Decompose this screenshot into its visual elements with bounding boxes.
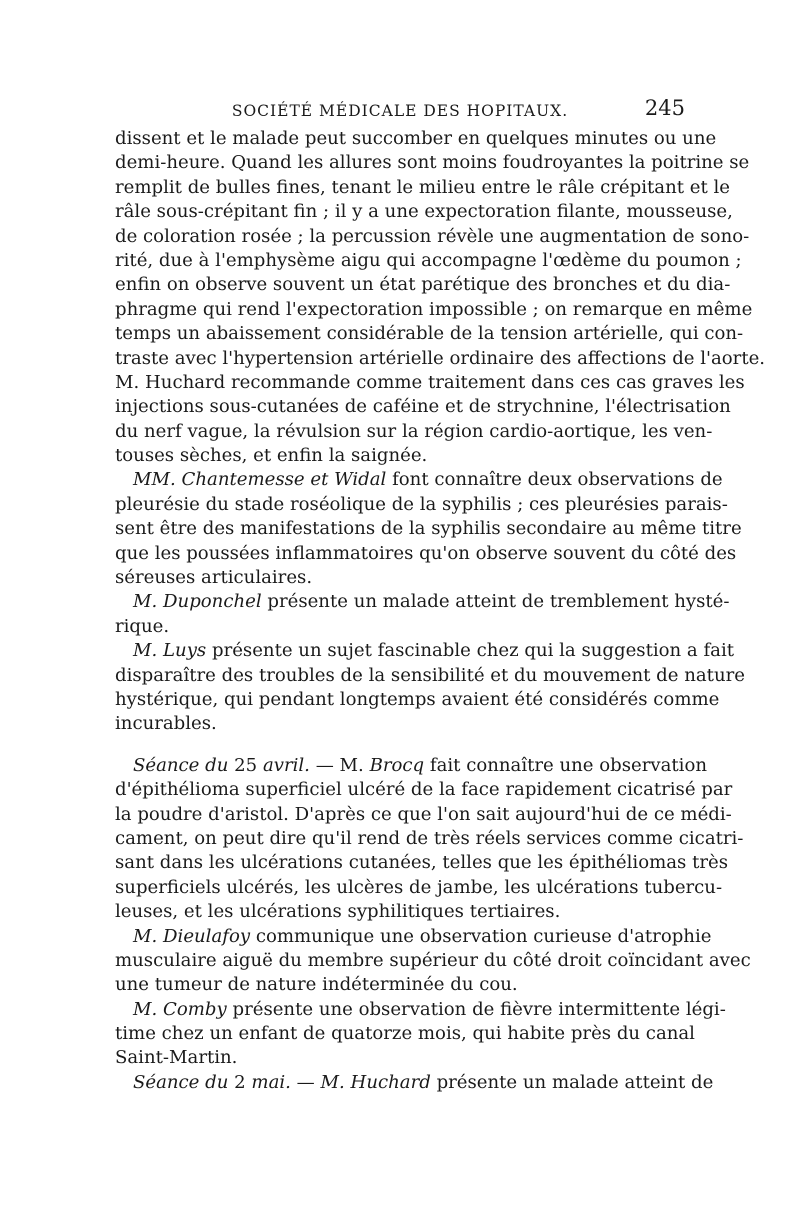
session-date: Séance du 2 mai. [133,1071,291,1093]
text-line: de coloration rosée ; la percussion révèle une augmentation de sono- [115,225,750,247]
speaker-name: M. Huchard [320,1071,431,1093]
text-line: superficiels ulcérés, les ulcères de jambe, les ulcérations tubercu- [115,876,723,898]
paragraph-duponchel [115,590,730,639]
text-line: incurables. [115,713,217,735]
running-head [115,96,685,126]
text-line: demi-heure. Quand les allures sont moins foudroyantes la poitrine se [115,152,750,174]
section-gap [115,737,685,754]
paragraph-comby [115,998,726,1071]
text-line: que les poussées inflammatoires qu'on observe souvent du côté des [115,542,737,564]
paragraph-dieulafoy [115,925,751,998]
text-line: râle sous-crépitant fin ; il y a une expectoration filante, mousseuse, [115,201,733,223]
speaker-name: M. Luys [133,640,207,662]
text-line: leuses, et les ulcérations syphilitiques tertiaires. [115,901,561,923]
text-line: time chez un enfant de quatorze mois, qui habite près du canal [115,1023,695,1045]
text-line: pleurésie du stade roséolique de la syphilis ; ces pleurésies parais- [115,493,728,515]
text-line: d'épithélioma superficiel ulcéré de la face rapidement cicatrisé par [115,779,733,801]
speaker-name: MM. Chantemesse et Widal [133,469,387,491]
text-line: enfin on observe souvent un état parétique des bronches et du dia- [115,274,731,296]
running-title: SOCIÉTÉ MÉDICALE DES HOPITAUX. [231,102,569,120]
text-line: remplit de bulles fines, tenant le milieu entre le râle crépitant et le [115,176,730,198]
paragraph-luys [115,639,745,737]
paragraph-seance-25-avril [115,754,744,925]
text-line: M. Luys présente un sujet fascinable chez qui la suggestion a fait [133,640,735,662]
text-line: traste avec l'hypertension artérielle ordinaire des affections de l'aorte. [115,347,766,369]
text-line: touses sèches, et enfin la saignée. [115,445,428,467]
session-date: Séance du 25 avril. [133,754,310,776]
text-line: injections sous-cutanées de caféine et de strychnine, l'électrisation [115,396,731,418]
text-line: phragme qui rend l'expectoration impossible ; on remarque en même [115,298,753,320]
speaker-name: M. Dieulafoy [133,925,251,947]
paragraph-chantemesse-widal [115,468,742,590]
text-line: sant dans les ulcérations cutanées, telles que les épithéliomas très [115,852,728,874]
text-line: temps un abaissement considérable de la tension artérielle, qui con- [115,323,744,345]
text-line: dissent et le malade peut succomber en quelques minutes ou une [115,128,717,149]
text-line: rique. [115,615,170,637]
text-line: musculaire aiguë du membre supérieur du côté droit coïncidant avec [115,949,751,971]
speaker-name: M. Duponchel [133,591,262,613]
text-line: M. Comby présente une observation de fièvre intermittente légi- [133,998,726,1020]
text-line: M. Huchard recommande comme traitement dans ces cas graves les [115,371,745,393]
text-line: M. Dieulafoy communique une observation curieuse d'atrophie [133,925,712,947]
text-line: rité, due à l'emphysème aigu qui accompagne l'œdème du poumon ; [115,249,742,271]
speaker-name: Brocq [369,754,425,776]
text-line: la poudre d'aristol. D'après ce que l'on sait aujourd'hui de ce médi- [115,803,732,825]
text-line: du nerf vague, la révulsion sur la région cardio-aortique, les ven- [115,420,713,442]
speaker-name: M. Comby [133,998,227,1020]
text-line: Séance du 25 avril. — M. Brocq fait connaître une observation [133,754,707,776]
text-line: séreuses articulaires. [115,567,313,589]
text-line: sent être des manifestations de la syphilis secondaire au même titre [115,518,742,540]
text-line: cament, on peut dire qu'il rend de très réels services comme cicatri- [115,827,744,849]
paragraph-huchard-continuation [115,127,766,468]
text-line: MM. Chantemesse et Widal font connaître deux observations de [133,469,723,491]
text-line: M. Duponchel présente un malade atteint de tremblement hysté- [133,591,730,613]
text-line: hystérique, qui pendant longtemps avaient été considérés comme [115,688,720,710]
page-number: 245 [644,96,685,120]
text-line: Saint-Martin. [115,1047,238,1069]
paragraph-seance-2-mai [115,1071,714,1095]
text-line: une tumeur de nature indéterminée du cou. [115,974,518,996]
body-text [115,127,766,1095]
text-line: Séance du 2 mai. — M. Huchard présente un malade atteint de [133,1071,714,1093]
text-line: disparaître des troubles de la sensibilité et du mouvement de nature [115,664,745,686]
